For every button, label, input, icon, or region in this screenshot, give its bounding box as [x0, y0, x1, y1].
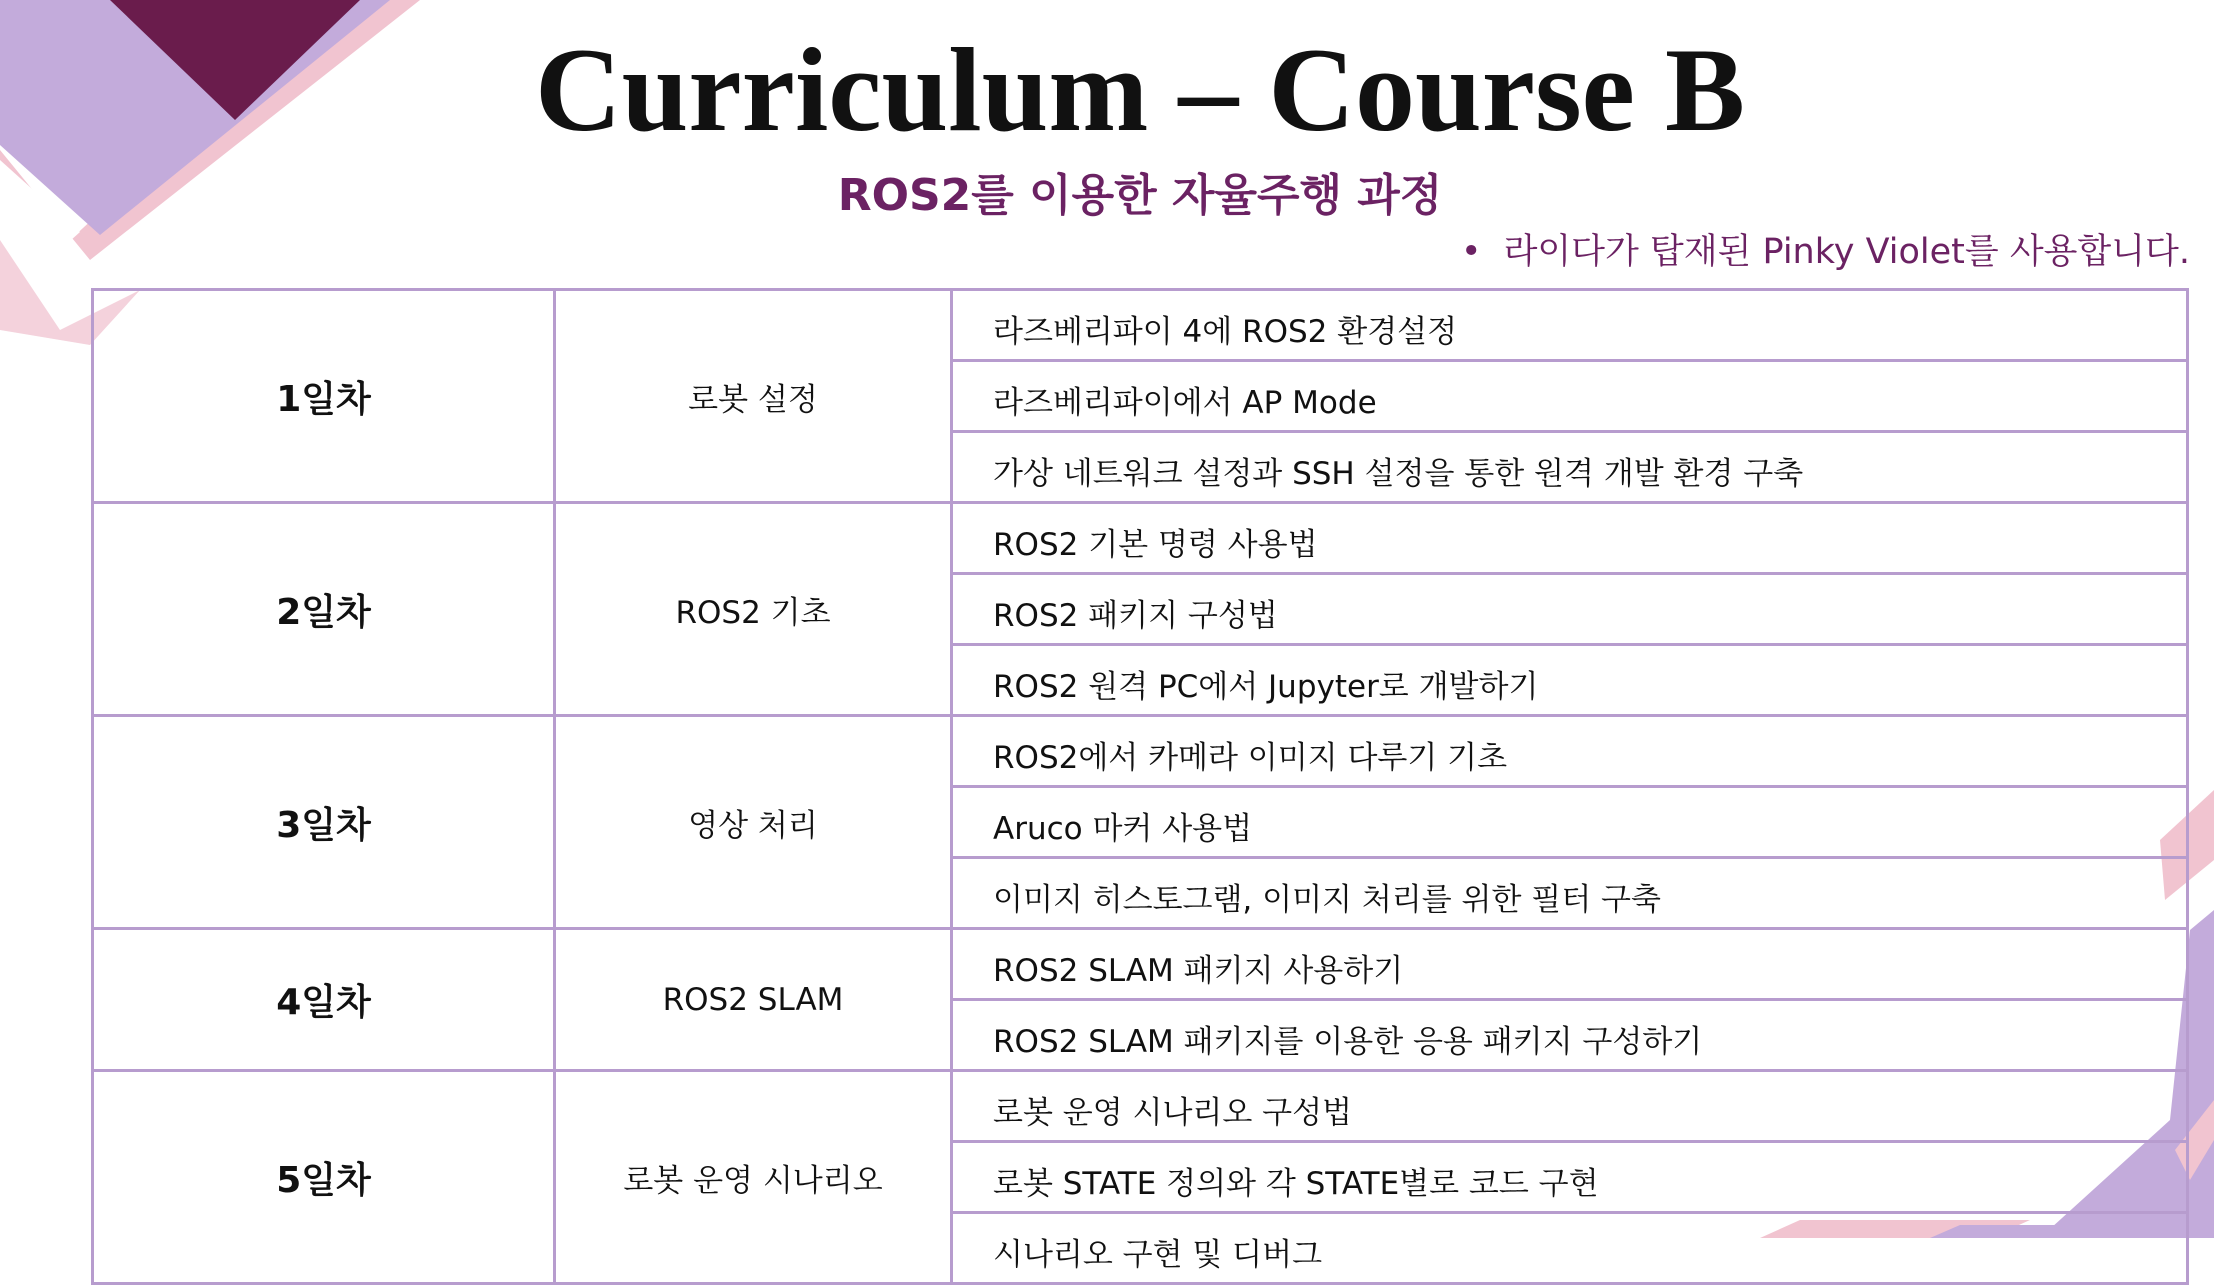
bullet-point: •	[1460, 232, 1482, 272]
curriculum-item: ROS2 SLAM 패키지를 이용한 응용 패키지 구성하기	[952, 1000, 2188, 1071]
table-row	[93, 503, 2188, 574]
curriculum-table	[91, 288, 2189, 1285]
table-row	[93, 929, 2188, 1000]
table-row	[93, 290, 2188, 361]
curriculum-item: 로봇 STATE 정의와 각 STATE별로 코드 구현	[952, 1142, 2188, 1213]
curriculum-item: 시나리오 구현 및 디버그	[952, 1213, 2188, 1284]
topic-label: 로봇 설정	[555, 290, 952, 503]
curriculum-item: 라즈베리파이 4에 ROS2 환경설정	[952, 290, 2188, 361]
curriculum-item: ROS2 SLAM 패키지 사용하기	[952, 929, 2188, 1000]
curriculum-item: 라즈베리파이에서 AP Mode	[952, 361, 2188, 432]
curriculum-item: 이미지 히스토그램, 이미지 처리를 위한 필터 구축	[952, 858, 2188, 929]
hardware-note	[1461, 222, 2190, 282]
page-title: Curriculum – Course B	[535, 23, 1745, 156]
page-subtitle: ROS2를 이용한 자율주행 과정	[837, 170, 1443, 221]
curriculum-item: Aruco 마커 사용법	[952, 787, 2188, 858]
table-row	[93, 1071, 2188, 1142]
curriculum-item: ROS2 원격 PC에서 Jupyter로 개발하기	[952, 645, 2188, 716]
topic-label: ROS2 SLAM	[555, 929, 952, 1071]
topic-label: ROS2 기초	[555, 503, 952, 716]
curriculum-item: 로봇 운영 시나리오 구성법	[952, 1071, 2188, 1142]
table-row	[93, 716, 2188, 787]
hardware-note-text: 라이다가 탑재된 Pinky Violet를 사용합니다.	[1503, 232, 2190, 272]
topic-label: 로봇 운영 시나리오	[555, 1071, 952, 1284]
day-label: 4일차	[93, 929, 555, 1071]
day-label: 1일차	[93, 290, 555, 503]
day-label: 3일차	[93, 716, 555, 929]
curriculum-item: 가상 네트워크 설정과 SSH 설정을 통한 원격 개발 환경 구축	[952, 432, 2188, 503]
topic-label: 영상 처리	[555, 716, 952, 929]
curriculum-item: ROS2 패키지 구성법	[952, 574, 2188, 645]
curriculum-item: ROS2에서 카메라 이미지 다루기 기초	[952, 716, 2188, 787]
day-label: 5일차	[93, 1071, 555, 1284]
day-label: 2일차	[93, 503, 555, 716]
curriculum-item: ROS2 기본 명령 사용법	[952, 503, 2188, 574]
